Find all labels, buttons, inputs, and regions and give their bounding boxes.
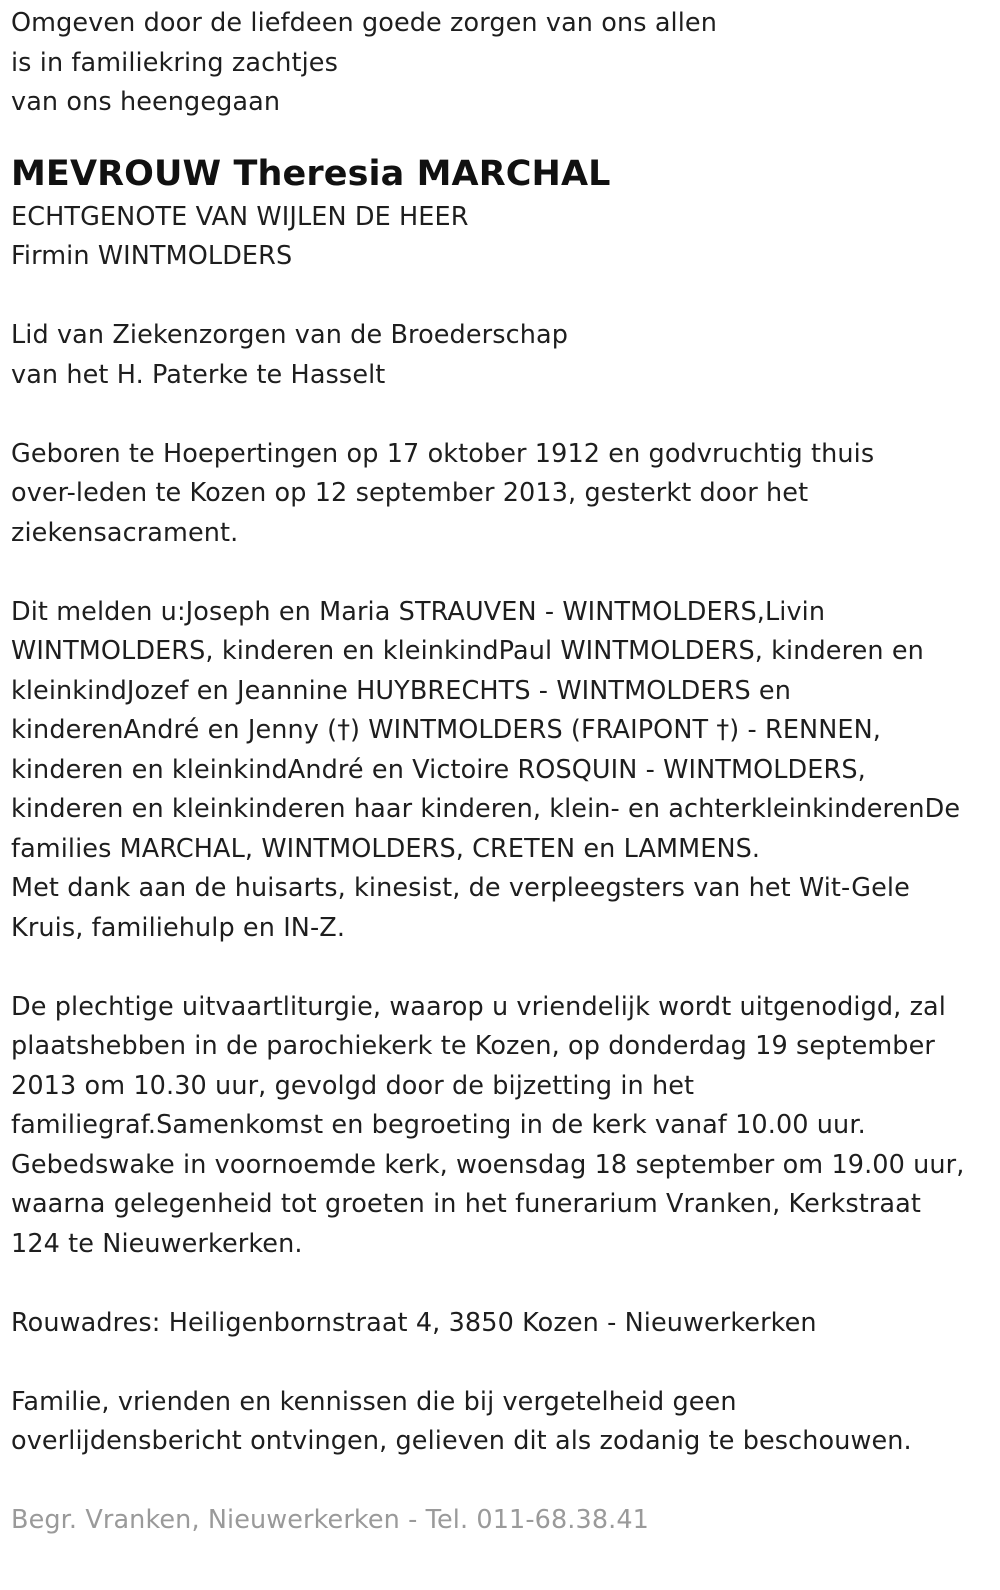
undertaker-footer: Begr. Vranken, Nieuwerkerken - Tel. 011-68.38.41 bbox=[11, 1505, 650, 1535]
spacer bbox=[11, 1264, 986, 1304]
intro-line: Omgeven door de liefdeen goede zorgen van ons allen bbox=[11, 8, 717, 38]
funeral-paragraph bbox=[11, 988, 986, 1265]
spacer bbox=[11, 123, 986, 150]
spouse-line: ECHTGENOTE VAN WIJLEN DE HEER bbox=[11, 201, 469, 232]
announcement-line: WINTMOLDERS, kinderen en kleinkindPaul WINTMOLDERS, kinderen en bbox=[11, 636, 924, 666]
closing-line: overlijdensbericht ontvingen, gelieven dit als zodanig te beschouwen. bbox=[11, 1426, 912, 1456]
obituary-notice bbox=[11, 4, 986, 1541]
birth-death-line: Geboren te Hoepertingen op 17 oktober 1912 en godvruchtig thuis bbox=[11, 438, 875, 469]
spacer bbox=[11, 948, 986, 988]
funeral-line: plaatshebben in de parochiekerk te Kozen, op donderdag 19 september bbox=[11, 1031, 935, 1061]
announcement-line: Dit melden u:Joseph en Maria STRAUVEN - WINTMOLDERS,Livin bbox=[11, 596, 826, 627]
funeral-line: waarna gelegenheid tot groeten in het funerarium Vranken, Kerkstraat bbox=[11, 1189, 921, 1219]
spacer bbox=[11, 395, 986, 435]
closing-paragraph bbox=[11, 1383, 986, 1462]
intro-paragraph bbox=[11, 4, 986, 123]
spacer bbox=[11, 1462, 986, 1502]
mourning-address: Rouwadres: Heiligenbornstraat 4, 3850 Kozen - Nieuwerkerken bbox=[11, 1307, 817, 1338]
spacer bbox=[11, 553, 986, 593]
funeral-line: De plechtige uitvaartliturgie, waarop u vriendelijk wordt uitgenodigd, zal bbox=[11, 991, 946, 1022]
spacer bbox=[11, 1343, 986, 1383]
intro-line: van ons heengegaan bbox=[11, 87, 281, 117]
closing-line: Familie, vrienden en kennissen die bij vergetelheid geen bbox=[11, 1386, 737, 1417]
funeral-line: familiegraf.Samenkomst en begroeting in de kerk vanaf 10.00 uur. bbox=[11, 1110, 866, 1140]
announcement-line: kinderenAndré en Jenny (†) WINTMOLDERS (FRAIPONT †) - RENNEN, bbox=[11, 715, 881, 745]
thanks-line: Kruis, familiehulp en IN-Z. bbox=[11, 912, 346, 943]
spouse-line: Firmin WINTMOLDERS bbox=[11, 241, 293, 271]
announcement-line: kinderen en kleinkinderen haar kinderen, klein- en achterkleinkinderenDe bbox=[11, 794, 961, 824]
deceased-name: MEVROUW Theresia MARCHAL bbox=[11, 153, 611, 194]
spacer bbox=[11, 277, 986, 317]
spouse-paragraph bbox=[11, 198, 986, 277]
thanks-line: Met dank aan de huisarts, kinesist, de verpleegsters van het Wit-Gele bbox=[11, 873, 910, 903]
announcement-paragraph bbox=[11, 593, 986, 949]
membership-paragraph bbox=[11, 316, 986, 395]
membership-line: van het H. Paterke te Hasselt bbox=[11, 359, 386, 390]
intro-line: is in familiekring zachtjes bbox=[11, 47, 338, 78]
announcement-line: families MARCHAL, WINTMOLDERS, CRETEN en LAMMENS. bbox=[11, 833, 761, 864]
announcement-line: kinderen en kleinkindAndré en Victoire ROSQUIN - WINTMOLDERS, bbox=[11, 754, 866, 785]
birth-death-line: ziekensacrament. bbox=[11, 517, 239, 548]
birth-death-paragraph bbox=[11, 435, 986, 554]
announcement-line: kleinkindJozef en Jeannine HUYBRECHTS - WINTMOLDERS en bbox=[11, 675, 791, 706]
membership-line: Lid van Ziekenzorgen van de Broederschap bbox=[11, 320, 568, 350]
funeral-line: Gebedswake in voornoemde kerk, woensdag 18 september om 19.00 uur, bbox=[11, 1149, 965, 1180]
funeral-line: 2013 om 10.30 uur, gevolgd door de bijzetting in het bbox=[11, 1070, 695, 1101]
funeral-line: 124 te Nieuwerkerken. bbox=[11, 1228, 303, 1259]
birth-death-line: over-leden te Kozen op 12 september 2013, gesterkt door het bbox=[11, 478, 809, 508]
